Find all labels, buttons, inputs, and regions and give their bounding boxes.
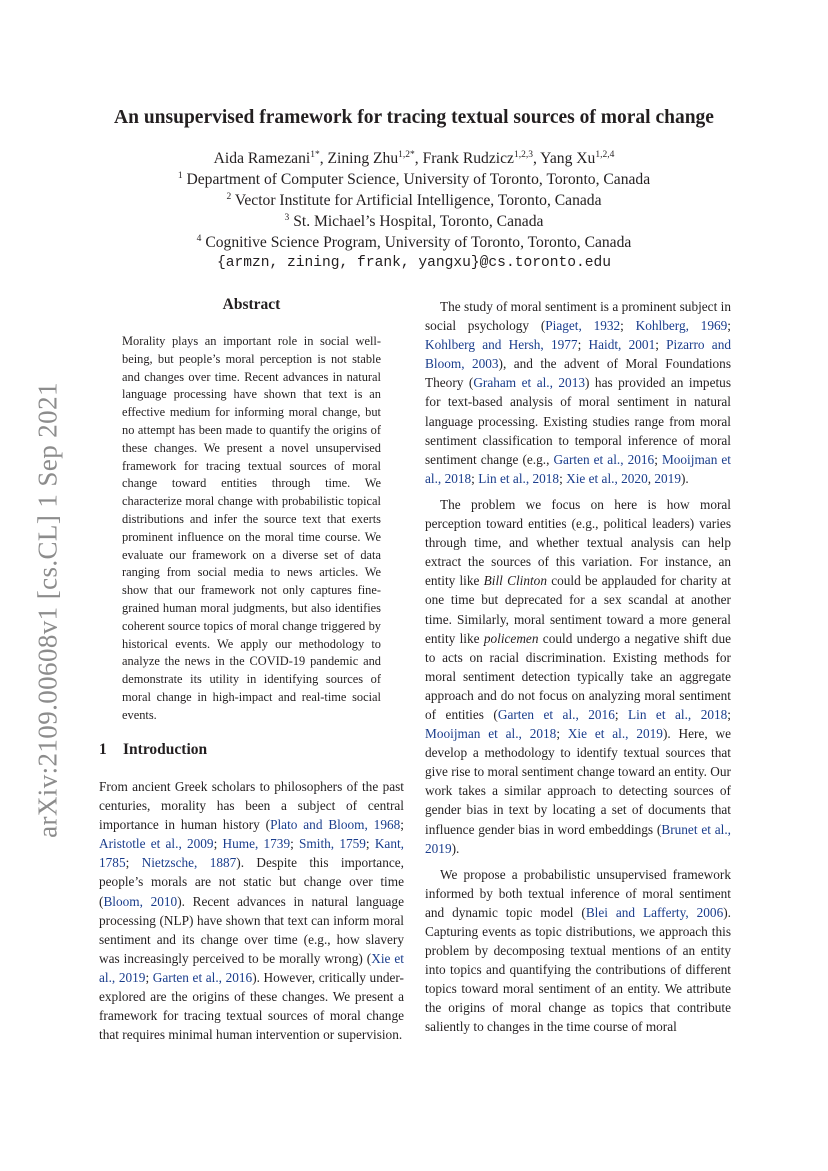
author-email: {armzn, zining, frank, yangxu}@cs.toronto.edu [216, 255, 612, 271]
citation-link[interactable]: Piaget, 1932 [545, 318, 621, 334]
text-run: ; [620, 318, 636, 334]
citation-link[interactable]: Xie et al., 2019 [99, 950, 404, 985]
citation-link[interactable]: Lin et al., 2018 [478, 470, 560, 486]
citation-link[interactable]: Pizarro and Bloom, 2003 [425, 337, 731, 372]
affiliation-line [0, 190, 828, 211]
text-run: ). Here, we develop a methodology to identify textual sources that give rise to moral sentiment change toward an entity. Our work takes a similar approach to detecting sources of gender bias in text by locating a set of documents that influence gender bias in word embeddings ( [425, 726, 731, 837]
text-run: ). However, critically under-explored are the origins of these changes. We present a framework for tracing textual sources of moral change that requires minimal human intervention or supervision. [99, 969, 404, 1043]
text-run: could undergo a negative shift due to acts on racial discrimination. Existing methods for moral sentiment detection typically take an aggregate approach and do not focus on analyzing moral sentiment of entities ( [425, 630, 731, 722]
author-affiliation-mark: 1* [310, 150, 320, 160]
text-run: ; [290, 836, 300, 852]
emphasized-term: Bill Clinton [483, 573, 547, 589]
citation-link[interactable]: 2019 [654, 470, 681, 486]
text-run: ; [400, 817, 404, 833]
text-run: The problem we focus on here is how moral perception toward entities (e.g., political leaders) varies through time, and whether textual analysis can help extract the sources of this variation. For instance, an entity like [425, 496, 731, 589]
section-title: Introduction [123, 741, 208, 758]
text-run: ). [451, 840, 460, 856]
text-run: ; [365, 836, 375, 852]
author-affiliation-mark: 1,2,4 [595, 150, 615, 160]
paragraph [425, 495, 731, 858]
citation-link[interactable]: Bloom, 2010 [103, 893, 178, 909]
abstract-heading: Abstract [222, 296, 281, 313]
citation-link[interactable]: Mooijman et al., 2018 [425, 451, 731, 486]
citation-link[interactable]: Kohlberg, 1969 [635, 318, 728, 334]
citation-link[interactable]: Mooijman et al., 2018 [425, 726, 557, 742]
section-heading-introduction [99, 741, 207, 759]
affiliation-text: St. Michael’s Hospital, Toronto, Canada [293, 213, 544, 230]
affiliation-number: 1 [177, 171, 183, 181]
text-run: ; [727, 318, 731, 334]
affiliation-text: Vector Institute for Artificial Intelligence, Toronto, Canada [234, 192, 602, 209]
paragraph [99, 777, 404, 1044]
affiliation-text: Cognitive Science Program, University of Toronto, Toronto, Canada [205, 234, 632, 251]
author-list: Aida Ramezani$^{1*}$, Zining Zhu$^{1,2*}$, Frank Rudzicz$^{1,2,3}$, Yang Xu$^{1,2,4}$ [213, 150, 615, 167]
text-run: ; [556, 726, 568, 742]
affiliation-line [0, 232, 828, 253]
affiliation-text: Department of Computer Science, University of Toronto, Toronto, Canada [186, 171, 651, 188]
paragraph [425, 865, 731, 1037]
text-run: ; [125, 855, 142, 871]
abstract-body [122, 333, 381, 725]
citation-link[interactable]: Garten et al., 2016 [553, 451, 655, 467]
affiliation-number: 2 [226, 192, 232, 202]
affiliation-number: 3 [284, 213, 290, 223]
section-number: 1 [99, 741, 107, 758]
text-run: ; [654, 451, 662, 467]
text-run: could be applauded for charity at one time but deprecated for a sex scandal at another time. Similarly, moral sentiment toward a more general entity like [425, 573, 732, 646]
citation-link[interactable]: Garten et al., 2016 [152, 969, 253, 985]
author-name: Zining Zhu [327, 150, 399, 167]
author-name: Yang Xu [540, 150, 596, 167]
text-run: ), and the advent of Moral Foundations Theory ( [425, 356, 731, 391]
text-run: ). Capturing events as topic distributions, we approach this problem by decomposing textual mentions of an entity into topics and quantifying the contributions of different topics toward moral sentiment of an entity. We attribute the origins of moral change as topics that contribute saliently to changes in the time course of moral [425, 904, 731, 1035]
text-run: , [647, 470, 655, 486]
author-name: Aida Ramezani [213, 150, 311, 167]
text-run: ; [145, 969, 153, 985]
citation-link[interactable]: Xie et al., 2019 [567, 726, 663, 742]
author-block [0, 148, 828, 274]
citation-link[interactable]: Blei and Lafferty, 2006 [585, 904, 724, 920]
text-run: ). Despite this importance, people’s morals are not static but change over time ( [99, 855, 404, 909]
text-run: ; [213, 836, 223, 852]
citation-link[interactable]: Smith, 1759 [299, 836, 366, 852]
abstract-text: Morality plays an important role in social well-being, but people’s moral perception is not stable and changes over time. Recent advances in natural language processing have shown that text is an effective medium for informing moral change, but no attempt has been made to quantify the origins of these changes. We present a novel unsupervised framework for tracing textual sources of moral change toward entities through time. We characterize moral change with probabilistic topical distributions and infer the source text that exerts prominent influence on the moral time course. We evaluate our framework on a diverse set of data ranging from social media to news articles. We show that our framework not only captures fine-grained human moral judgments, but also identifies coherent source topics of moral change triggered by historical events. We apply our methodology to analyze the news in the COVID-19 pandemic and demonstrate its utility in identifying sources of moral change in high-impact and real-time social events. [122, 334, 381, 722]
text-run: ). [680, 470, 689, 486]
citation-link[interactable]: Garten et al., 2016 [497, 706, 615, 722]
citation-link[interactable]: Graham et al., 2013 [473, 375, 586, 391]
text-run: ; [655, 337, 667, 353]
author-affiliation-mark: 1,2* [398, 150, 415, 160]
text-run: From ancient Greek scholars to philosophers of the past centuries, morality has been a subject of central importance in human history ( [99, 779, 404, 833]
introduction-body [99, 777, 404, 1044]
citation-link[interactable]: Kohlberg and Hersh, 1977 [425, 337, 578, 353]
text-run: ) has provided an impetus for text-based analysis of moral sentiment in natural language processing. Existing studies range from moral sentiment classification to temporal inference of moral sentiment change (e.g., [425, 375, 732, 467]
text-run: ; [727, 706, 731, 722]
citation-link[interactable]: Aristotle et al., 2009 [99, 836, 214, 852]
text-run: We propose a probabilistic unsupervised framework informed by both textual inference of moral sentiment and dynamic topic model ( [425, 866, 731, 920]
citation-link[interactable]: Lin et al., 2018 [628, 706, 728, 722]
paragraph [425, 297, 731, 488]
affiliation-number: 4 [196, 234, 202, 244]
citation-link[interactable]: Hume, 1739 [222, 836, 291, 852]
emphasized-term: policemen [483, 630, 539, 646]
text-run: ; [471, 470, 479, 486]
author-affiliation-mark: 1,2,3 [513, 150, 533, 160]
citation-link[interactable]: Haidt, 2001 [588, 337, 656, 353]
affiliation-line [0, 169, 828, 190]
affiliation-line [0, 211, 828, 232]
right-column-body [425, 297, 731, 1037]
text-run: ; [614, 706, 628, 722]
text-run: ; [577, 337, 589, 353]
citation-link[interactable]: Xie et al., 2020 [566, 470, 648, 486]
citation-link[interactable]: Plato and Bloom, 1968 [270, 817, 401, 833]
citation-link[interactable]: Nietzsche, 1887 [141, 855, 237, 871]
text-run: The study of moral sentiment is a prominent subject in social psychology ( [425, 299, 731, 334]
text-run: ). Recent advances in natural language processing (NLP) have shown that text can inform moral sentiment and its change over time (e.g., how slavery was increasingly perceived to be morally wrong) ( [99, 893, 404, 966]
citation-link[interactable]: Brunet et al., 2019 [425, 821, 731, 856]
citation-link[interactable]: Kant, 1785 [99, 836, 404, 871]
arxiv-identifier-stamp: arXiv:2109.00608v1 [cs.CL] 1 Sep 2021 [32, 382, 63, 838]
paper-title: An unsupervised framework for tracing textual sources of moral change [114, 107, 714, 128]
text-run: ; [559, 470, 567, 486]
author-name: Frank Rudzicz [422, 150, 514, 167]
